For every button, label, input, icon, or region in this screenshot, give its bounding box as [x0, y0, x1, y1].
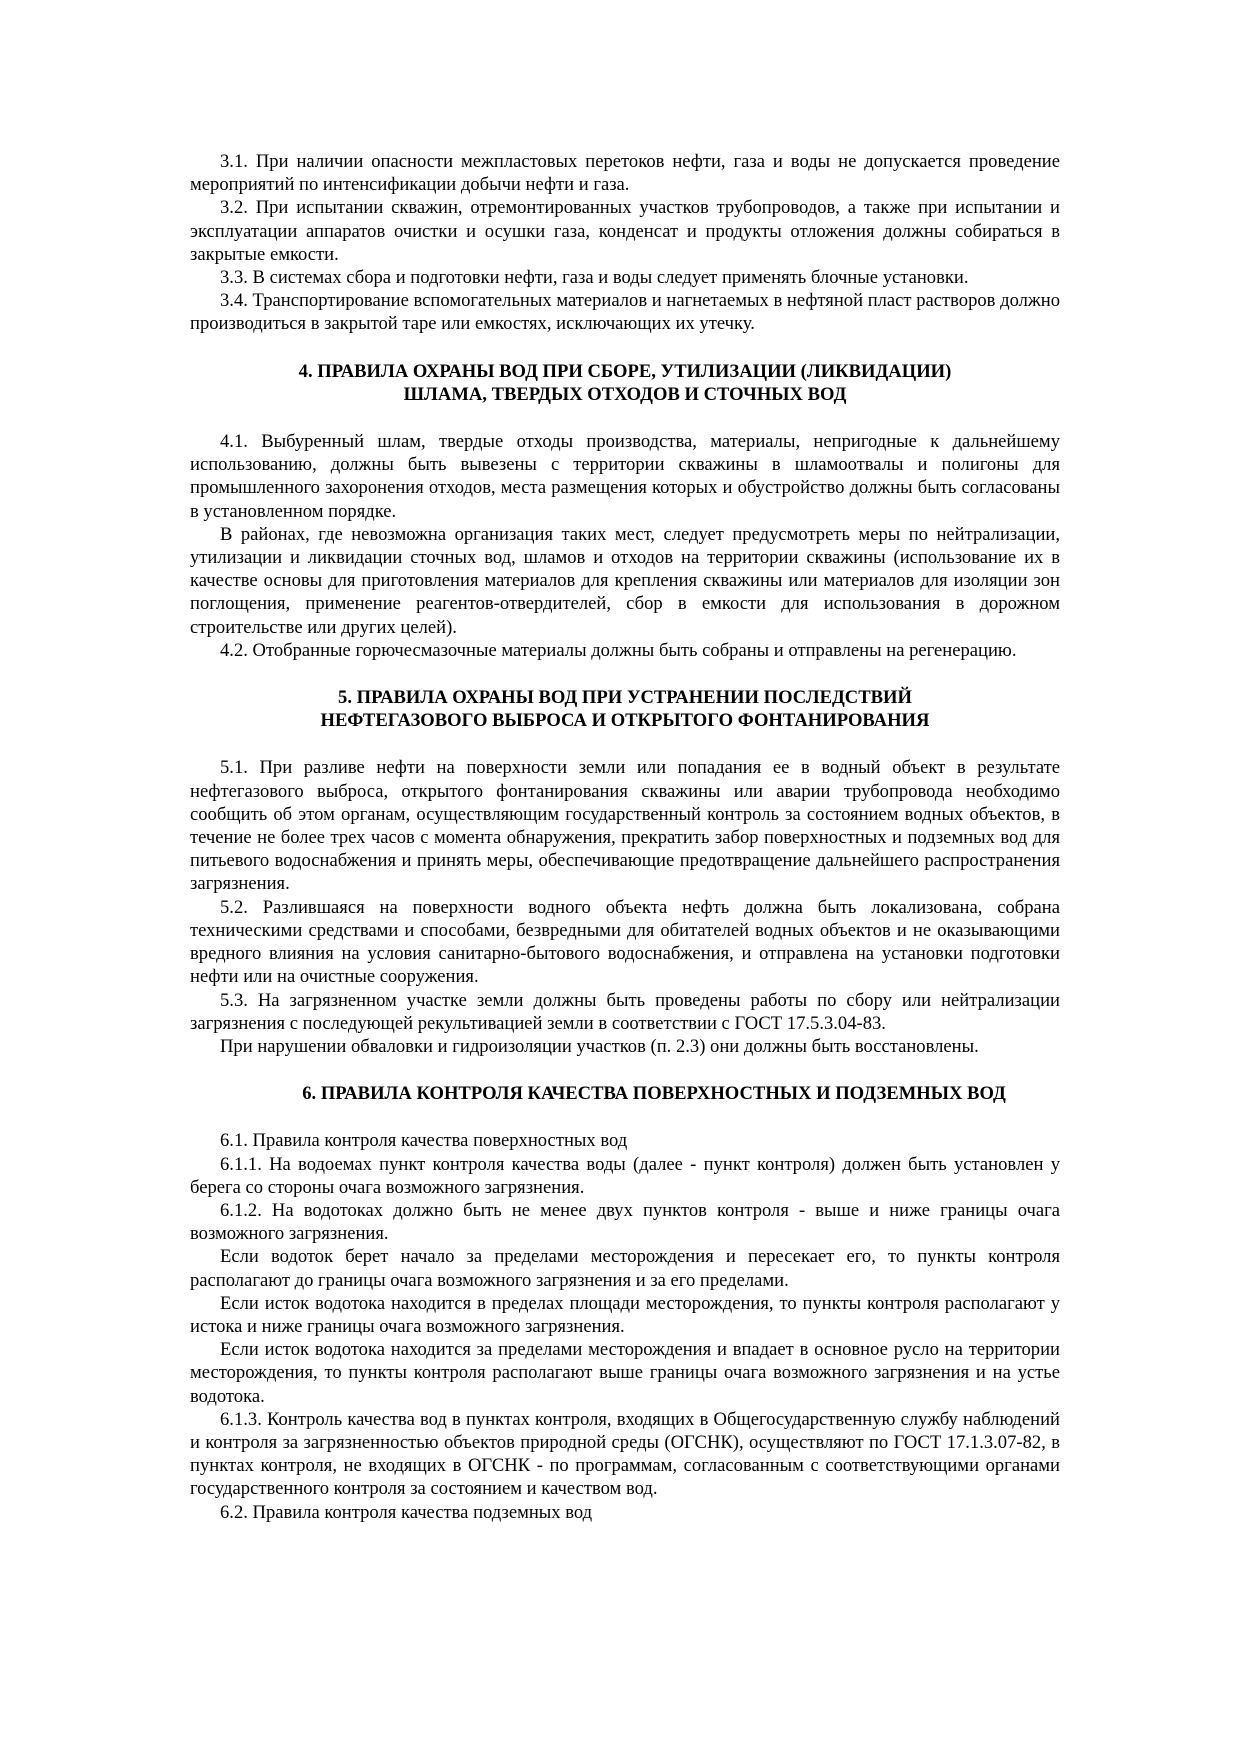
paragraph-6-1-2-d: Если исток водотока находится за пределами месторождения и впадает в основное русло на территории месторождения, то пункты контроля располагают выше границы очага возможного загрязнения и на устье водотока.	[190, 1339, 1060, 1407]
paragraph-6-1-1: 6.1.1. На водоемах пункт контроля качества воды (далее - пункт контроля) должен быть установлен у берега со стороны очага возможного загрязнения.	[190, 1153, 1060, 1198]
section-4-heading-line-2: ШЛАМА, ТВЕРДЫХ ОТХОДОВ И СТОЧНЫХ ВОД	[403, 383, 847, 405]
section-5-heading-line-1: 5. ПРАВИЛА ОХРАНЫ ВОД ПРИ УСТРАНЕНИИ ПОСЛЕДСТВИЙ	[338, 687, 912, 709]
section-4-heading-line-1: 4. ПРАВИЛА ОХРАНЫ ВОД ПРИ СБОРЕ, УТИЛИЗАЦИИ (ЛИКВИДАЦИИ)	[298, 360, 952, 382]
paragraph-3-2: 3.2. При испытании скважин, отремонтированных участков трубопроводов, а также при испытании и эксплуатации аппаратов очистки и осушки газа, конденсат и продукты отложения должны собираться в закрытые емкости.	[190, 197, 1060, 265]
paragraph-6-1: 6.1. Правила контроля качества поверхностных вод	[220, 1130, 628, 1152]
paragraph-4-2: 4.2. Отобранные горючесмазочные материалы должны быть собраны и отправлены на регенерацию.	[220, 639, 1017, 661]
paragraph-4-1: 4.1. Выбуренный шлам, твердые отходы производства, материалы, непригодные к дальнейшему использованию, должны быть вывезены с территории скважины в шламоотвалы и полигоны для промышленного захоронения отходов, места размещения которых и обустройство должны быть согласованы в установленном порядке.	[190, 431, 1060, 522]
paragraph-4-1-b: В районах, где невозможна организация таких мест, следует предусмотреть меры по нейтрализации, утилизации и ликвидации сточных вод, шламов и отходов на территории скважины (использование их в качестве основы для приготовления материалов для крепления скважины или материалов для изоляции зон поглощения, применение реагентов-отвердителей, сбор в емкости для использования в дорожном строительстве или других целей).	[190, 523, 1060, 638]
paragraph-3-1: 3.1. При наличии опасности межпластовых перетоков нефти, газа и воды не допускается проведение мероприятий по интенсификации добычи нефти и газа.	[190, 151, 1060, 196]
section-5-heading	[190, 686, 1060, 732]
section-6-heading: 6. ПРАВИЛА КОНТРОЛЯ КАЧЕСТВА ПОВЕРХНОСТНЫХ И ПОДЗЕМНЫХ ВОД	[302, 1083, 1006, 1105]
section-5-heading-line-2: НЕФТЕГАЗОВОГО ВЫБРОСА И ОТКРЫТОГО ФОНТАНИРОВАНИЯ	[320, 710, 930, 732]
section-4-heading	[190, 360, 1060, 406]
paragraph-6-1-3: 6.1.3. Контроль качества вод в пунктах контроля, входящих в Общегосударственную службу наблюдений и контроля за загрязненностью объектов природной среды (ОГСНК), осуществляют по ГОСТ 17.1.3.07-82, в пунктах контроля, не входящих в ОГСНК - по программам, согласованным с соответствующими органами государственного контроля за состоянием и качеством вод.	[190, 1408, 1060, 1500]
paragraph-6-1-2-b: Если водоток берет начало за пределами месторождения и пересекает его, то пункты контроля располагают до границы очага возможного загрязнения и за его пределами.	[190, 1246, 1060, 1291]
paragraph-5-3-b: При нарушении обваловки и гидроизоляции участков (п. 2.3) они должны быть восстановлены.	[220, 1035, 979, 1057]
paragraph-3-3: 3.3. В системах сбора и подготовки нефти, газа и воды следует применять блочные установки.	[220, 267, 969, 289]
paragraph-5-1: 5.1. При разливе нефти на поверхности земли или попадания ее в водный объект в результате нефтегазового выброса, открытого фонтанирования скважины или аварии трубопровода необходимо сообщить об этом органам, осуществляющим государственный контроль за состоянием водных объектов, в течение не более трех часов с момента обнаружения, прекратить забор поверхностных и подземных вод для питьевого водоснабжения и принять меры, обеспечивающие предотвращение дальнейшего распространения загрязнения.	[190, 757, 1060, 895]
paragraph-6-1-2-c: Если исток водотока находится в пределах площади месторождения, то пункты контроля располагают у истока и ниже границы очага возможного загрязнения.	[190, 1292, 1060, 1337]
paragraph-5-3: 5.3. На загрязненном участке земли должны быть проведены работы по сбору или нейтрализации загрязнения с последующей рекультивацией земли в соответствии с ГОСТ 17.5.3.04-83.	[190, 989, 1060, 1034]
document-page	[190, 150, 1060, 1524]
paragraph-6-1-2: 6.1.2. На водотоках должно быть не менее двух пунктов контроля - выше и ниже границы очага возможного загрязнения.	[190, 1199, 1060, 1245]
paragraph-5-2: 5.2. Разлившаяся на поверхности водного объекта нефть должна быть локализована, собрана техническими средствами и способами, безвредными для обитателей водных объектов и не оказывающими вредного влияния на условия санитарно-бытового водоснабжения, и отправлена на установки подготовки нефти или на очистные сооружения.	[190, 896, 1060, 988]
paragraph-3-4: 3.4. Транспортирование вспомогательных материалов и нагнетаемых в нефтяной пласт растворов должно производиться в закрытой таре или емкостях, исключающих их утечку.	[190, 290, 1060, 335]
paragraph-6-2: 6.2. Правила контроля качества подземных вод	[220, 1501, 593, 1523]
